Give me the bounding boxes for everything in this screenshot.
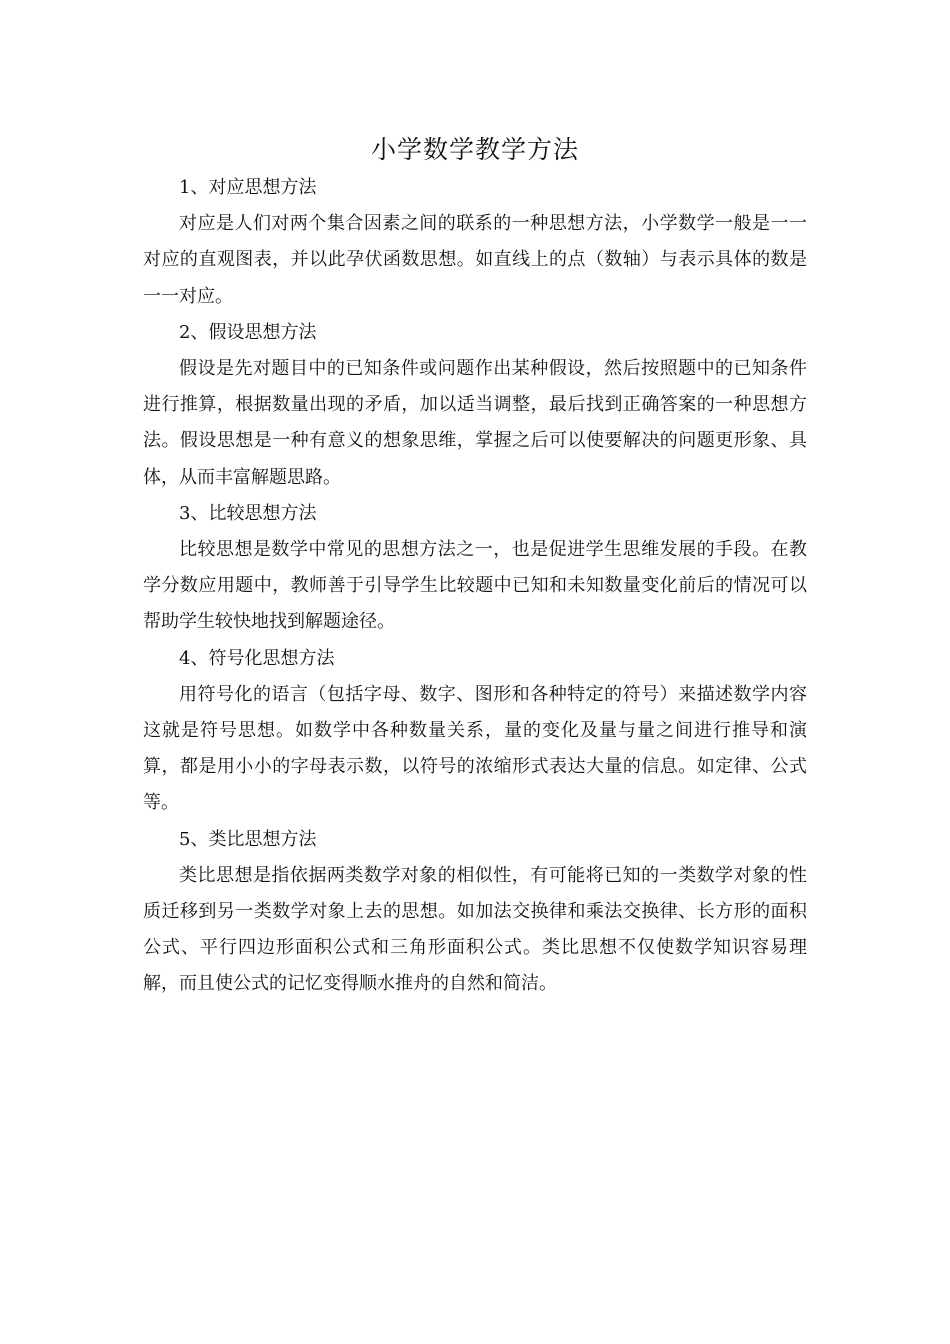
section-1-paragraph: 对应是人们对两个集合因素之间的联系的一种思想方法，小学数学一般是一一对应的直观图表，并以此孕伏函数思想。如直线上的点（数轴）与表示具体的数是一一对应。 <box>143 213 807 307</box>
section-5-paragraph: 类比思想是指依据两类数学对象的相似性，有可能将已知的一类数学对象的性质迁移到另一类数学对象上去的思想。如加法交换律和乘法交换律、长方形的面积公式、平行四边形面积公式和三角形面积公式。类比思想不仅使数学知识容易理解，而且使公式的记忆变得顺水推舟的自然和简洁。 <box>143 864 807 995</box>
section-4-paragraph: 用符号化的语言（包括字母、数字、图形和各种特定的符号）来描述数学内容这就是符号思想。如数学中各种数量关系，量的变化及量与量之间进行推导和演算，都是用小小的字母表示数，以符号的浓缩形式表达大量的信息。如定律、公式等。 <box>143 683 807 814</box>
section-4-heading: 4、符号化思想方法 <box>179 647 335 669</box>
section-2-heading: 2、假设思想方法 <box>179 321 317 343</box>
document-body <box>143 170 807 1003</box>
section-3-heading: 3、比较思想方法 <box>179 502 317 524</box>
section-5-heading: 5、类比思想方法 <box>179 828 317 850</box>
section-1-heading: 1、对应思想方法 <box>179 177 317 198</box>
section-3-paragraph: 比较思想是数学中常见的思想方法之一，也是促进学生思维发展的手段。在教学分数应用题中，教师善于引导学生比较题中已知和未知数量变化前后的情况可以帮助学生较快地找到解题途径。 <box>143 539 807 633</box>
document-title: 小学数学教学方法 <box>370 135 579 164</box>
section-2-paragraph: 假设是先对题目中的已知条件或问题作出某种假设，然后按照题中的已知条件进行推算，根据数量出现的矛盾，加以适当调整，最后找到正确答案的一种思想方法。假设思想是一种有意义的想象思维，掌握之后可以使要解决的问题更形象、具体，从而丰富解题思路。 <box>143 358 807 488</box>
